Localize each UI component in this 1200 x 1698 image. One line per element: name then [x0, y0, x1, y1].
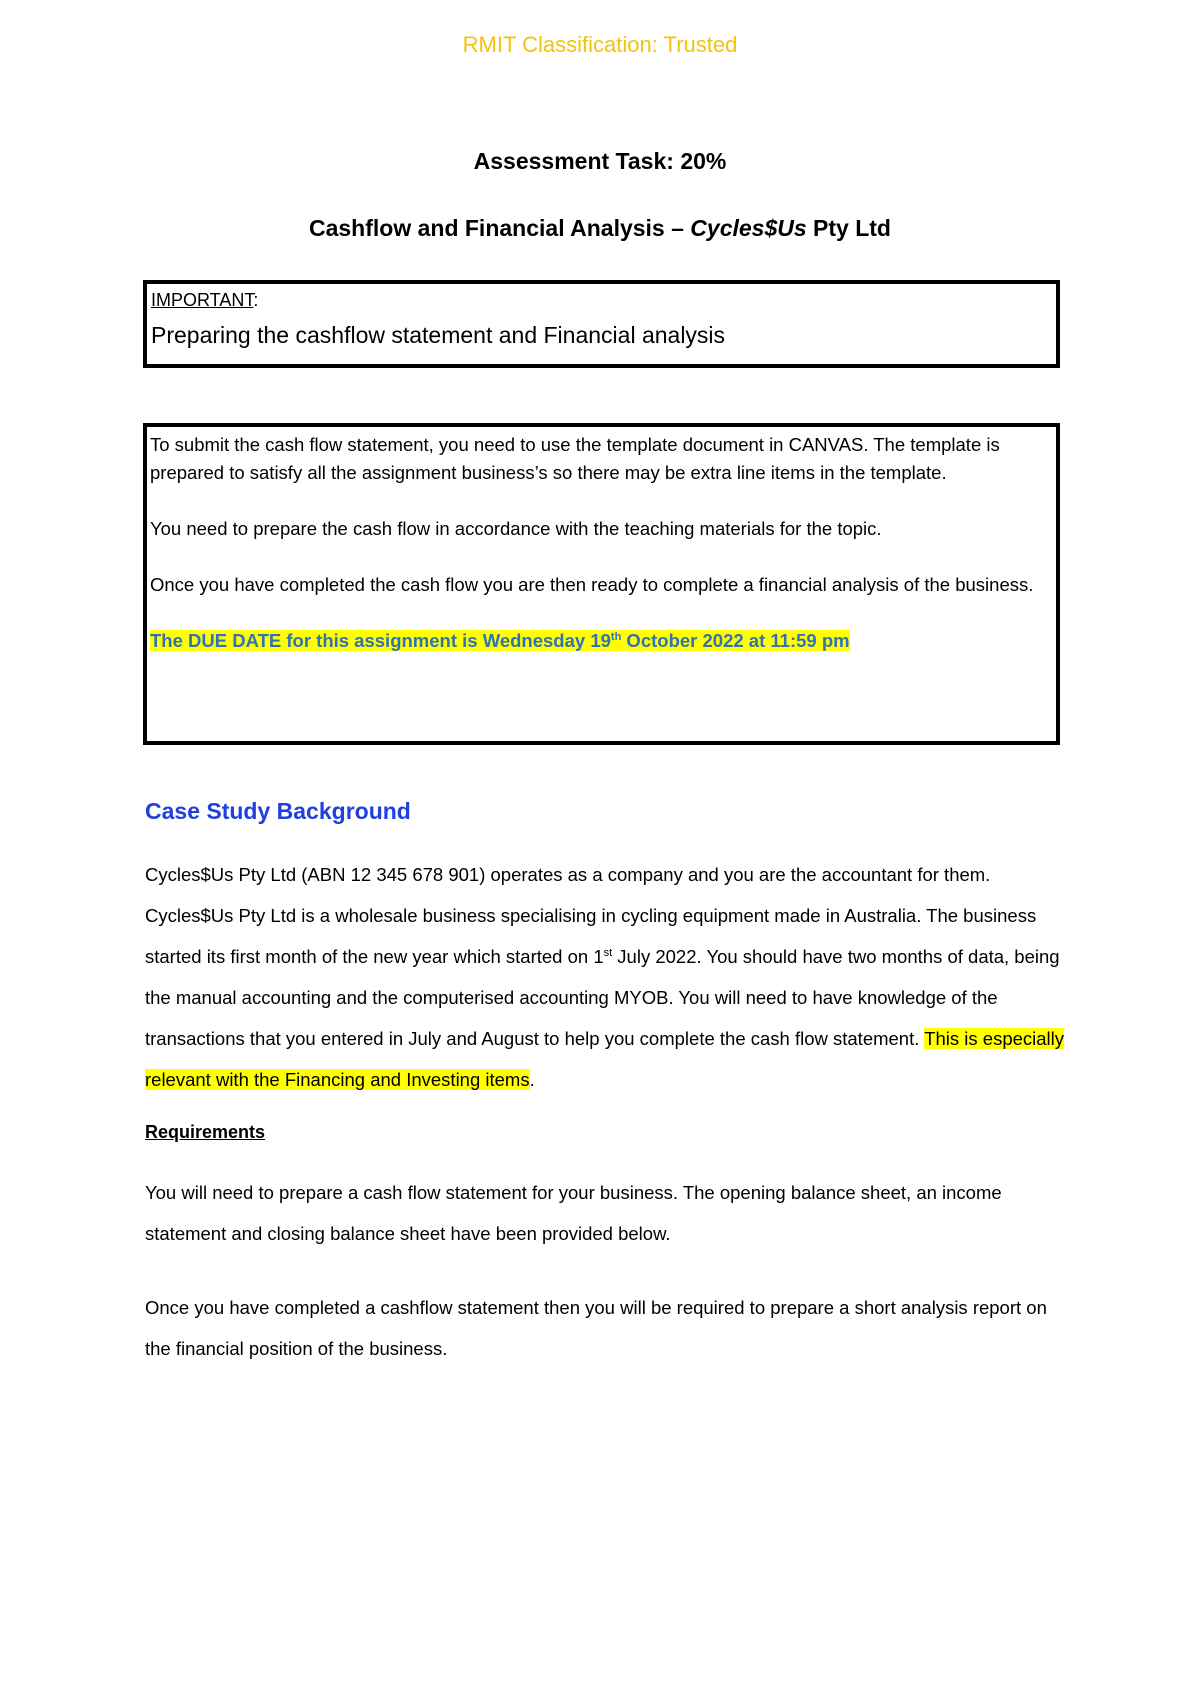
due-date-sup: th: [610, 630, 622, 643]
instructions-paragraph-1: To submit the cash flow statement, you need to use the template document in CANVAS. The template is prepared to satisfy all the assignment business’s so there may be extra line items in the template.: [150, 434, 1000, 483]
due-date-line: [150, 627, 1050, 655]
case-text-end: .: [529, 1069, 535, 1090]
case-study-paragraph: [145, 854, 1065, 1100]
instructions-paragraph-2: You need to prepare the cash flow in accordance with the teaching materials for the topic.: [150, 518, 882, 539]
instructions-paragraph-3: Once you have completed the cash flow you are then ready to complete a financial analysis of the business.: [150, 574, 1034, 595]
title-suffix: Pty Ltd: [806, 215, 891, 241]
case-text-sup: st: [603, 946, 613, 959]
requirements-heading: Requirements: [145, 1122, 266, 1142]
assessment-heading: Assessment Task: 20%: [473, 148, 727, 174]
instructions-box: [143, 423, 1060, 745]
due-date-part-b: October 2022 at 11:59 pm: [621, 630, 850, 651]
important-label: [151, 290, 258, 311]
important-box: [143, 280, 1060, 368]
requirements-paragraph-1: You will need to prepare a cash flow statement for your business. The opening balance sheet, an income statement and closing balance sheet have been provided below.: [145, 1182, 1002, 1244]
case-text-highlight: This is especially relevant with the Financing and Investing items: [145, 1028, 1065, 1090]
requirements-paragraph-2: Once you have completed a cashflow statement then you will be required to prepare a short analysis report on the financial position of the business.: [145, 1297, 1047, 1359]
due-date-text: [150, 630, 850, 651]
due-date-part-a: The DUE DATE for this assignment is Wednesday 19: [150, 630, 611, 651]
case-text-b: July 2022. You should have two months of data, being the manual accounting and the computerised accounting MYOB. You will need to have knowledge of the transactions that you entered in July and August to help you complete the cash flow statement.: [145, 946, 1060, 1049]
important-heading: Preparing the cashflow statement and Financial analysis: [151, 322, 726, 348]
document-title: [0, 215, 1200, 242]
title-prefix: Cashflow and Financial Analysis –: [308, 215, 691, 241]
case-study-title: Case Study Background: [145, 798, 411, 824]
important-colon: :: [253, 290, 259, 310]
case-text-a: Cycles$Us Pty Ltd (ABN 12 345 678 901) operates as a company and you are the accountant for them. Cycles$Us Pty Ltd is a wholesale business specialising in cycling equipment made in Australia. The business started its first month of the new year which started on 1: [145, 864, 1037, 967]
important-label-text: IMPORTANT: [151, 290, 254, 310]
title-company: Cycles$Us: [690, 215, 807, 241]
classification-label: RMIT Classification: Trusted: [462, 32, 738, 57]
